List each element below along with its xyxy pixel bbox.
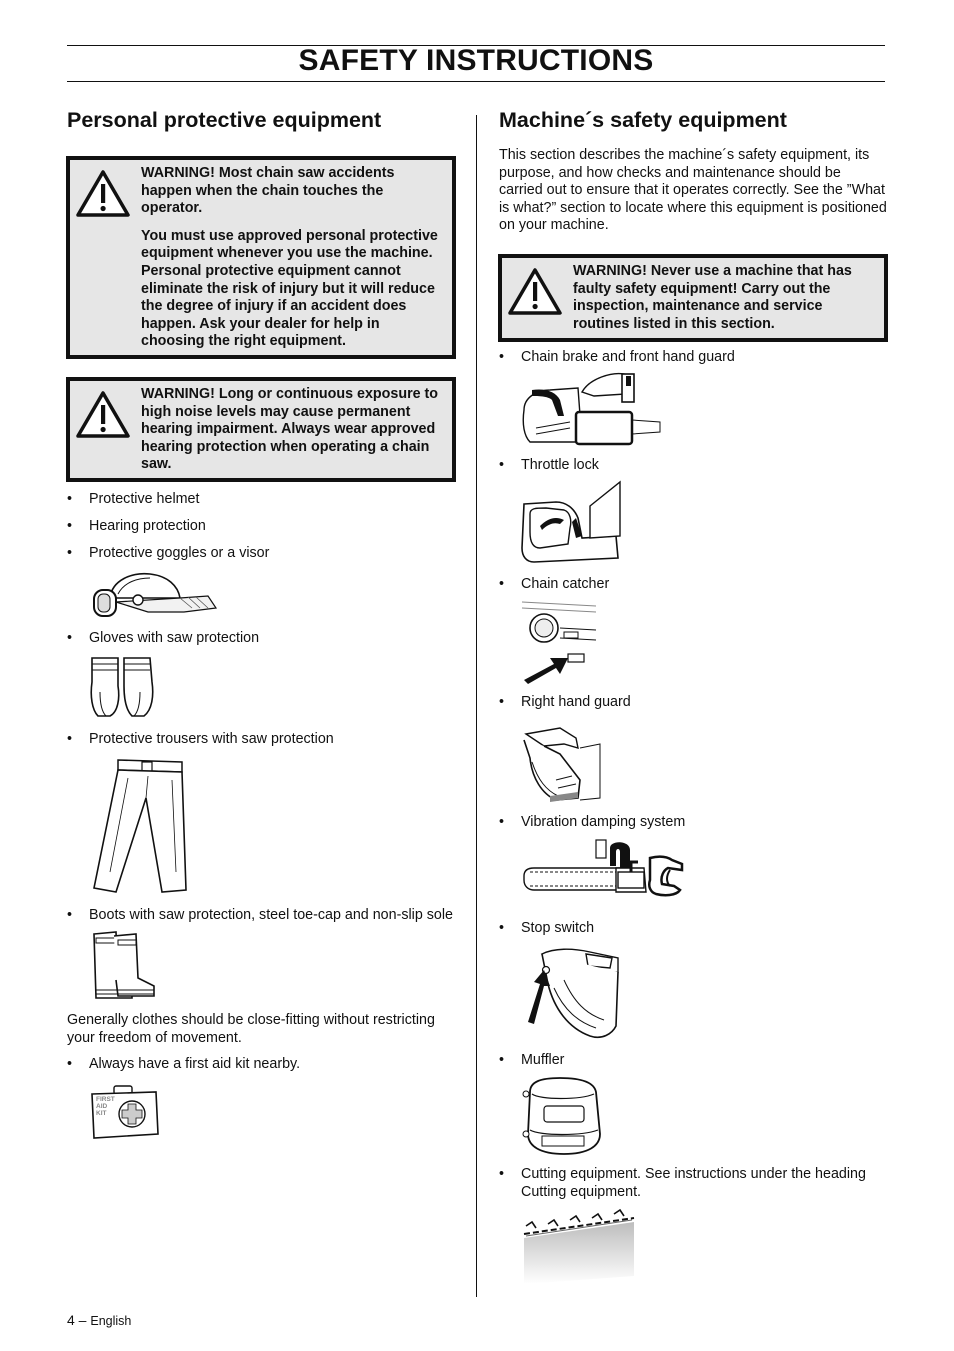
warning-box-noise [66,377,456,482]
bullet-dot: • [499,457,505,473]
warning-paragraph: You must use approved personal protective equipment whenever you use the machine. Personal protective equipment cannot eliminate the risk of injury but it will reduce the degree of injury if an accident does happen. Ask your dealer for help in choosing the right equipment. [141,227,438,350]
page-title: SAFETY INSTRUCTIONS [298,44,654,77]
list-item-text: Protective helmet [89,491,200,507]
trousers-illustration [88,752,194,898]
list-item-text: Always have a first aid kit nearby. [89,1056,301,1072]
gloves-illustration [88,652,158,720]
bullet-dot: • [67,907,73,923]
cutting-equipment-illustration [520,1204,638,1286]
bullet-dot: • [67,1056,73,1072]
bullet-dot: • [67,518,73,534]
list-item-text: Cutting equipment. See instructions under the heading Cutting equipment. [521,1166,866,1200]
page-number: 4 – [67,1312,87,1328]
warning-triangle-icon [507,266,563,316]
list-item-text: Vibration damping system [521,814,686,830]
vibration-damping-illustration [520,836,688,900]
footer-language: English [90,1314,132,1328]
warning-paragraph: WARNING! Never use a machine that has faulty safety equipment! Carry out the inspection, maintenance and service routines listed in this section. [573,263,852,332]
warning-triangle-icon [75,168,131,218]
boots-illustration [88,928,158,1004]
first-aid-kit-label: FIRST AID KIT [96,1096,115,1117]
bullet-dot: • [499,576,505,592]
warning-text [141,386,446,484]
bullet-dot: • [67,545,73,561]
list-item-text: Throttle lock [521,457,599,473]
intro-paragraph: This section describes the machine´s safety equipment, its purpose, and how checks and maintenance should be carried out to ensure that it operates correctly. See the ”What is what?” section to locate where this equipment is positioned on your machine. [499,147,887,233]
list-item-text: Muffler [521,1052,565,1068]
warning-box-accidents [66,156,456,359]
list-item-text: Protective trousers with saw protection [89,731,334,747]
list-item-text: Gloves with saw protection [89,630,260,646]
bullet-dot: • [499,1166,505,1182]
left-heading: Personal protective equipment [67,108,382,132]
bullet-dot: • [499,349,505,365]
throttle-lock-illustration [520,478,624,564]
clothes-note: Generally clothes should be close-fitting without restricting your freedom of movement. [67,1012,435,1046]
column-divider [476,115,477,1297]
list-item-text: Boots with saw protection, steel toe-cap and non-slip sole [89,907,453,923]
list-item-text: Stop switch [521,920,595,936]
warning-text [573,263,878,343]
warning-paragraph: WARNING! Long or continuous exposure to high noise levels may cause permanent hearing impairment. Always wear approved hearing protection when operating a chain saw. [141,386,439,473]
page-footer [67,1312,131,1328]
bullet-dot: • [67,630,73,646]
header-rule-bottom [67,81,885,82]
bullet-dot: • [499,694,505,710]
warning-triangle-icon [75,389,131,439]
chain-catcher-illustration [520,598,600,684]
warning-paragraph: WARNING! Most chain saw accidents happen when the chain touches the operator. [141,165,395,217]
list-item-text: Protective goggles or a visor [89,545,270,561]
bullet-dot: • [499,1052,505,1068]
bullet-dot: • [499,920,505,936]
list-item-text: Chain catcher [521,576,610,592]
warning-box-faulty-equipment [498,254,888,342]
stop-switch-illustration [520,944,624,1040]
right-heading: Machine´s safety equipment [499,108,787,132]
bullet-dot: • [499,814,505,830]
first-aid-kit-illustration [88,1082,160,1140]
list-item-text: Hearing protection [89,518,206,534]
chain-brake-illustration [520,370,664,446]
bullet-dot: • [67,731,73,747]
list-item-text: Right hand guard [521,694,631,710]
list-item-text: Chain brake and front hand guard [521,349,735,365]
bullet-dot: • [67,491,73,507]
right-hand-guard-illustration [520,718,602,804]
muffler-illustration [520,1074,604,1158]
helmet-illustration [88,568,220,622]
warning-text [141,165,446,361]
